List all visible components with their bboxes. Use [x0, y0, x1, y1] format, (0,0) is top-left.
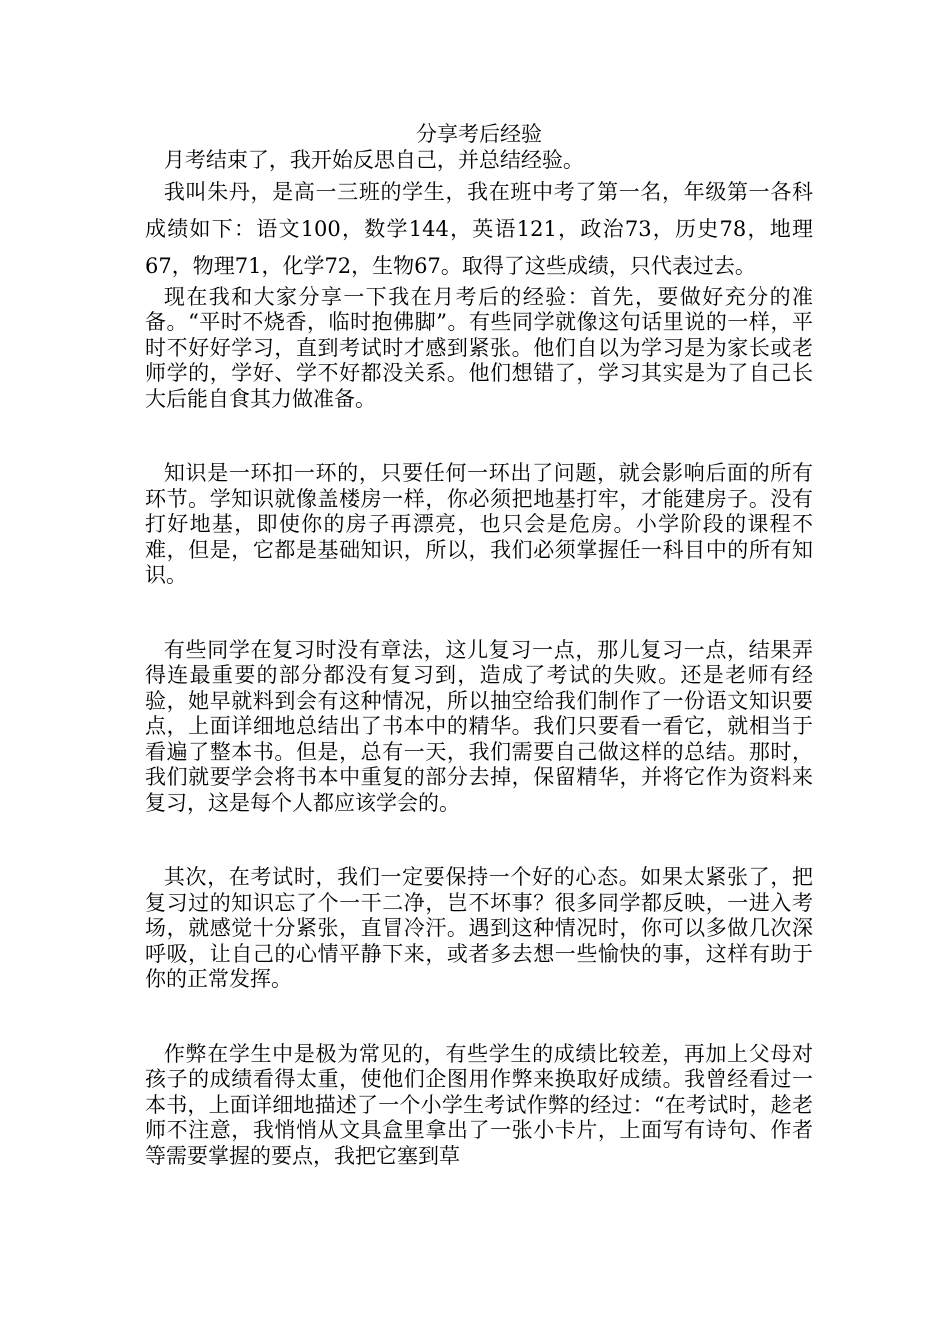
paragraph-review: 有些同学在复习时没有章法，这儿复习一点，那儿复习一点，结果弄得连最重要的部分都没有复习到，造成了考试的失败。还是老师有经验，她早就料到会有这种情况，所以抽空给我们制作了一份语文知识要点，上面详细地总结出了书本中的精华。我们只要看一看它，就相当于看遍了整本书。但是，总有一天，我们需要自己做这样的总结。那时，我们就要学会将书本中重复的部分去掉，保留精华，并将它作为资料来复习，这是每个人都应该学会的。 [145, 637, 813, 815]
document-title: 分享考后经验 [416, 122, 542, 146]
paragraph-spacer [145, 816, 813, 865]
paragraph-preparation: 现在我和大家分享一下我在月考后的经验：首先，要做好充分的准备。“平时不烧香，临时抱佛脚”。有些同学就像这句话里说的一样，平时不好好学习，直到考试时才感到紧张。他们自以为学习是为家长或老师学的，学好、学不好都没关系。他们想错了，学习其实是为了自己长大后能自食其力做准备。 [145, 284, 813, 411]
paragraph-scores: 我叫朱丹，是高一三班的学生，我在班中考了第一名，年级第一各科成绩如下：语文100，数学144，英语121，政治73，历史78，地理67，物理71，化学72，生物67。取得了这些成绩，只代表过去。 [145, 179, 813, 278]
document-page [145, 120, 813, 1169]
paragraph-foundation: 知识是一环扣一环的，只要任何一环出了问题，就会影响后面的所有环节。学知识就像盖楼房一样，你必须把地基打牢，才能建房子。没有打好地基，即使你的房子再漂亮，也只会是危房。小学阶段的课程不难，但是，它都是基础知识，所以，我们必须掌握任一科目中的所有知识。 [145, 461, 813, 587]
paragraph-spacer [145, 589, 813, 638]
paragraph-spacer [145, 993, 813, 1042]
paragraph-intro: 月考结束了，我开始反思自己，并总结经验。 [163, 148, 584, 172]
paragraph-spacer [145, 412, 813, 461]
paragraph-cheating: 作弊在学生中是极为常见的，有些学生的成绩比较差，再加上父母对孩子的成绩看得太重，使他们企图用作弊来换取好成绩。我曾经看过一本书，上面详细地描述了一个小学生考试作弊的经过：“在考试时，趁老师不注意，我悄悄从文具盒里拿出了一张小卡片，上面写有诗句、作者等需要掌握的要点，我把它塞到草 [145, 1041, 813, 1168]
paragraph-mindset: 其次，在考试时，我们一定要保持一个好的心态。如果太紧张了，把复习过的知识忘了个一干二净，岂不坏事？很多同学都反映，一进入考场，就感觉十分紧张，直冒冷汗。遇到这种情况时，你可以多做几次深呼吸，让自己的心情平静下来，或者多去想一些愉快的事，这样有助于你的正常发挥。 [145, 865, 813, 991]
